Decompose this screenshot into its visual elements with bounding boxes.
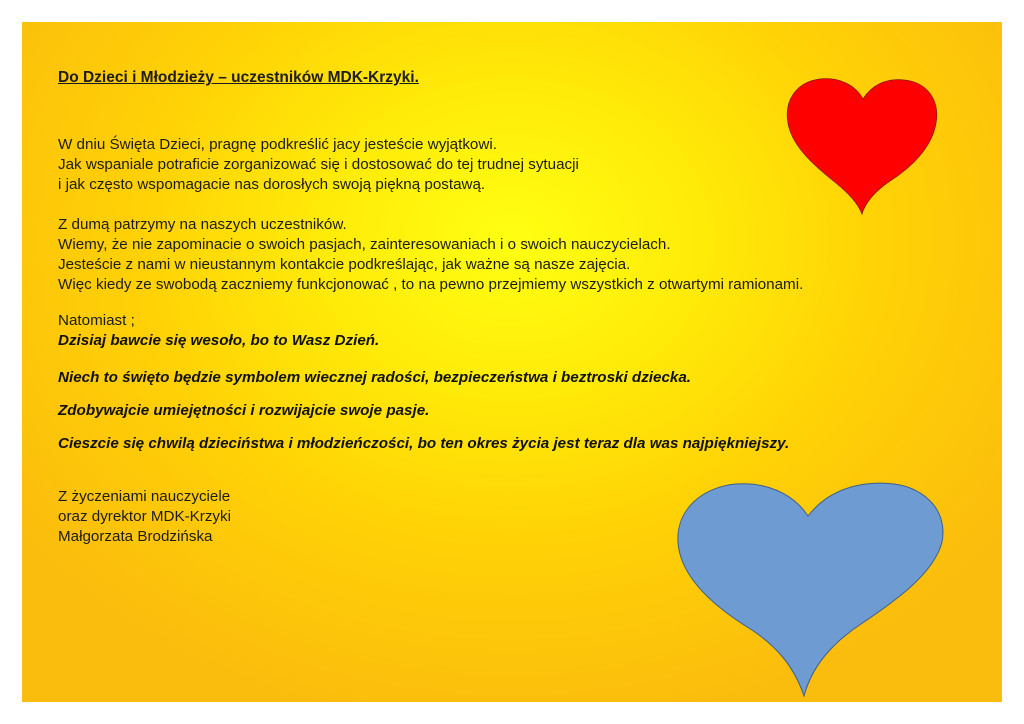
pride-paragraph	[58, 215, 803, 295]
signature-block	[58, 487, 231, 547]
red-heart-icon	[780, 77, 948, 217]
wish-line: Cieszcie się chwilą dzieciństwa i młodzieńczości, bo ten okres życia jest teraz dla was najpiękniejszy.	[58, 435, 790, 452]
blue-heart-icon	[672, 476, 948, 702]
wish-line: Niech to święto będzie symbolem wiecznej radości, bezpieczeństwa i beztroski dziecka.	[58, 369, 692, 386]
pride-line: Jesteście z nami w nieustannym kontakcie podkreślając, jak ważne są nasze zajęcia.	[58, 256, 631, 273]
letter-page	[22, 22, 1002, 702]
wish-line: Zdobywajcie umiejętności i rozwijajcie swoje pasje.	[58, 402, 430, 419]
intro-line: i jak często wspomagacie nas dorosłych swoją piękną postawą.	[58, 176, 486, 193]
intro-paragraph	[58, 135, 579, 195]
signature-line: Z życzeniami nauczyciele	[58, 488, 231, 505]
natomiast-line: Natomiast ;	[58, 312, 135, 329]
pride-line: Wiemy, że nie zapominacie o swoich pasjach, zainteresowaniach i o swoich nauczycielach.	[58, 236, 671, 253]
intro-line: Jak wspaniale potraficie zorganizować się i dostosować do tej trudnej sytuacji	[58, 156, 579, 173]
wish-line: Dzisiaj bawcie się wesoło, bo to Wasz Dzień.	[58, 332, 380, 349]
pride-line: Więc kiedy ze swobodą zaczniemy funkcjonować , to na pewno przejmiemy wszystkich z otwartymi ramionami.	[58, 276, 804, 293]
signature-line: Małgorzata Brodzińska	[58, 528, 213, 545]
intro-line: W dniu Święta Dzieci, pragnę podkreślić jacy jesteście wyjątkowi.	[58, 136, 497, 153]
pride-line: Z dumą patrzymy na naszych uczestników.	[58, 216, 347, 233]
signature-line: oraz dyrektor MDK-Krzyki	[58, 508, 231, 525]
letter-title: Do Dzieci i Młodzieży – uczestników MDK-Krzyki.	[58, 69, 419, 86]
